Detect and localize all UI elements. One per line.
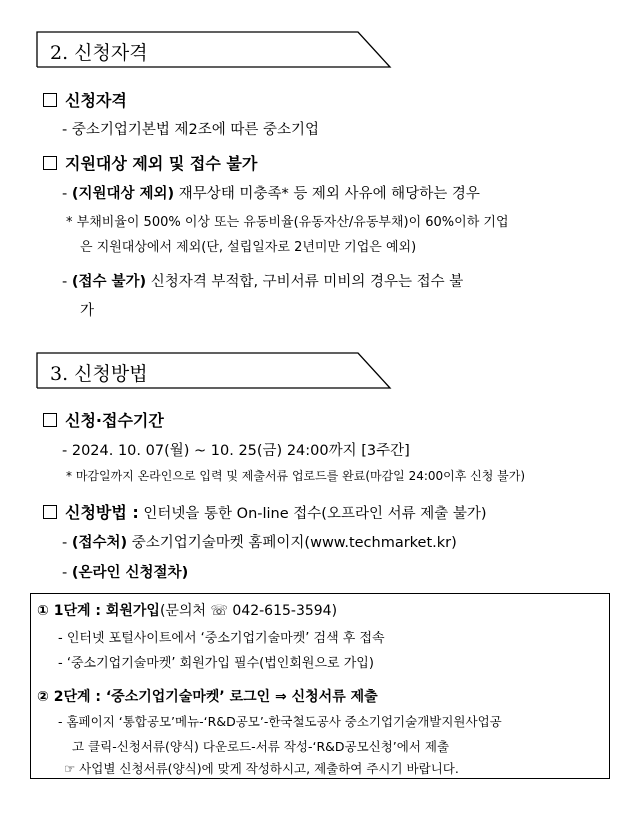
heading-exclusion-label: 지원대상 제외 및 접수 불가 (65, 154, 258, 173)
heading-eligibility-label: 신청자격 (65, 91, 127, 110)
step2-line1: - 홈페이지 ‘통합공모’메뉴-‘R&D공모’-한국철도공사 중소기업기술개발지원사업공 (58, 714, 502, 729)
section-3-header (36, 352, 390, 388)
submit-line: - (접수처) 중소기업기술마켓 홈페이지(www.techmarket.kr) (62, 535, 457, 551)
heading-period (43, 408, 164, 431)
heading-exclusion (43, 151, 257, 174)
section-3-title: 3. 신청방법 (50, 363, 148, 385)
step1-line1: - 인터넷 포털사이트에서 ‘중소기업기술마켓’ 검색 후 접속 (58, 631, 385, 646)
step2-note: ☞ 사업별 신청서류(양식)에 맞게 작성하시고, 제출하여 주시기 바랍니다. (64, 761, 459, 776)
heading-method-label: 신청방법 : (65, 503, 139, 522)
step1-contact: (문의처 ☏ 042-615-3594) (159, 603, 338, 619)
section-2-header (36, 31, 390, 67)
period-line: - 2024. 10. 07(월) ~ 10. 25(금) 24:00까지 [3주간] (62, 443, 410, 459)
step1-title: ① 1단계 : 회원가입 (37, 603, 160, 619)
checkbox-square-icon (43, 156, 57, 170)
checkbox-square-icon (43, 505, 57, 519)
checkbox-square-icon (43, 413, 57, 427)
section-2-title: 2. 신청자격 (50, 42, 148, 64)
step2-line2: 고 클릭-신청서류(양식) 다운로드-서류 작성-‘R&D공모신청’에서 제출 (72, 739, 450, 754)
reject-line: - (접수 불가) 신청자격 부적합, 구비서류 미비의 경우는 접수 불 (62, 274, 464, 290)
step1-line2: - ‘중소기업기술마켓’ 회원가입 필수(법인회원으로 가입) (58, 656, 374, 671)
period-note: * 마감일까지 온라인으로 입력 및 제출서류 업로드를 완료(마감일 24:00이후 신청 불가) (66, 469, 526, 483)
exclusion-note-line1: * 부채비율이 500% 이상 또는 유동비율(유동자산/유동부채)이 60%이하 기업 (66, 215, 509, 230)
step1-title-line (37, 600, 337, 620)
exclusion-label: (지원대상 제외) (71, 186, 175, 202)
eligibility-line: - 중소기업기본법 제2조에 따른 중소기업 (62, 122, 320, 138)
exclusion-text: 재무상태 미충족* 등 제외 사유에 해당하는 경우 (174, 186, 480, 202)
step2-title: ② 2단계 : ‘중소기업기술마켓’ 로그인 ⇒ 신청서류 제출 (37, 689, 378, 705)
reject-label: (접수 불가) (71, 274, 147, 290)
exclusion-line: - (지원대상 제외) 재무상태 미충족* 등 제외 사유에 해당하는 경우 (62, 186, 480, 202)
reject-text: 신청자격 부적합, 구비서류 미비의 경우는 접수 불 (146, 274, 464, 290)
reject-line2: 가 (80, 303, 95, 319)
checkbox-square-icon (43, 93, 57, 107)
heading-method (43, 500, 487, 523)
heading-method-text: 인터넷을 통한 On-line 접수(오프라인 서류 제출 불가) (138, 506, 487, 522)
procedure-line: - (온라인 신청절차) (62, 565, 189, 581)
procedure-label: (온라인 신청절차) (71, 565, 189, 581)
heading-period-label: 신청·접수기간 (65, 411, 164, 430)
heading-eligibility (43, 88, 127, 111)
submit-text: 중소기업기술마켓 홈페이지(www.techmarket.kr) (127, 535, 457, 551)
exclusion-note-line2: 은 지원대상에서 제외(단, 설립일자로 2년미만 기업은 예외) (80, 240, 417, 255)
submit-label: (접수처) (71, 535, 128, 551)
